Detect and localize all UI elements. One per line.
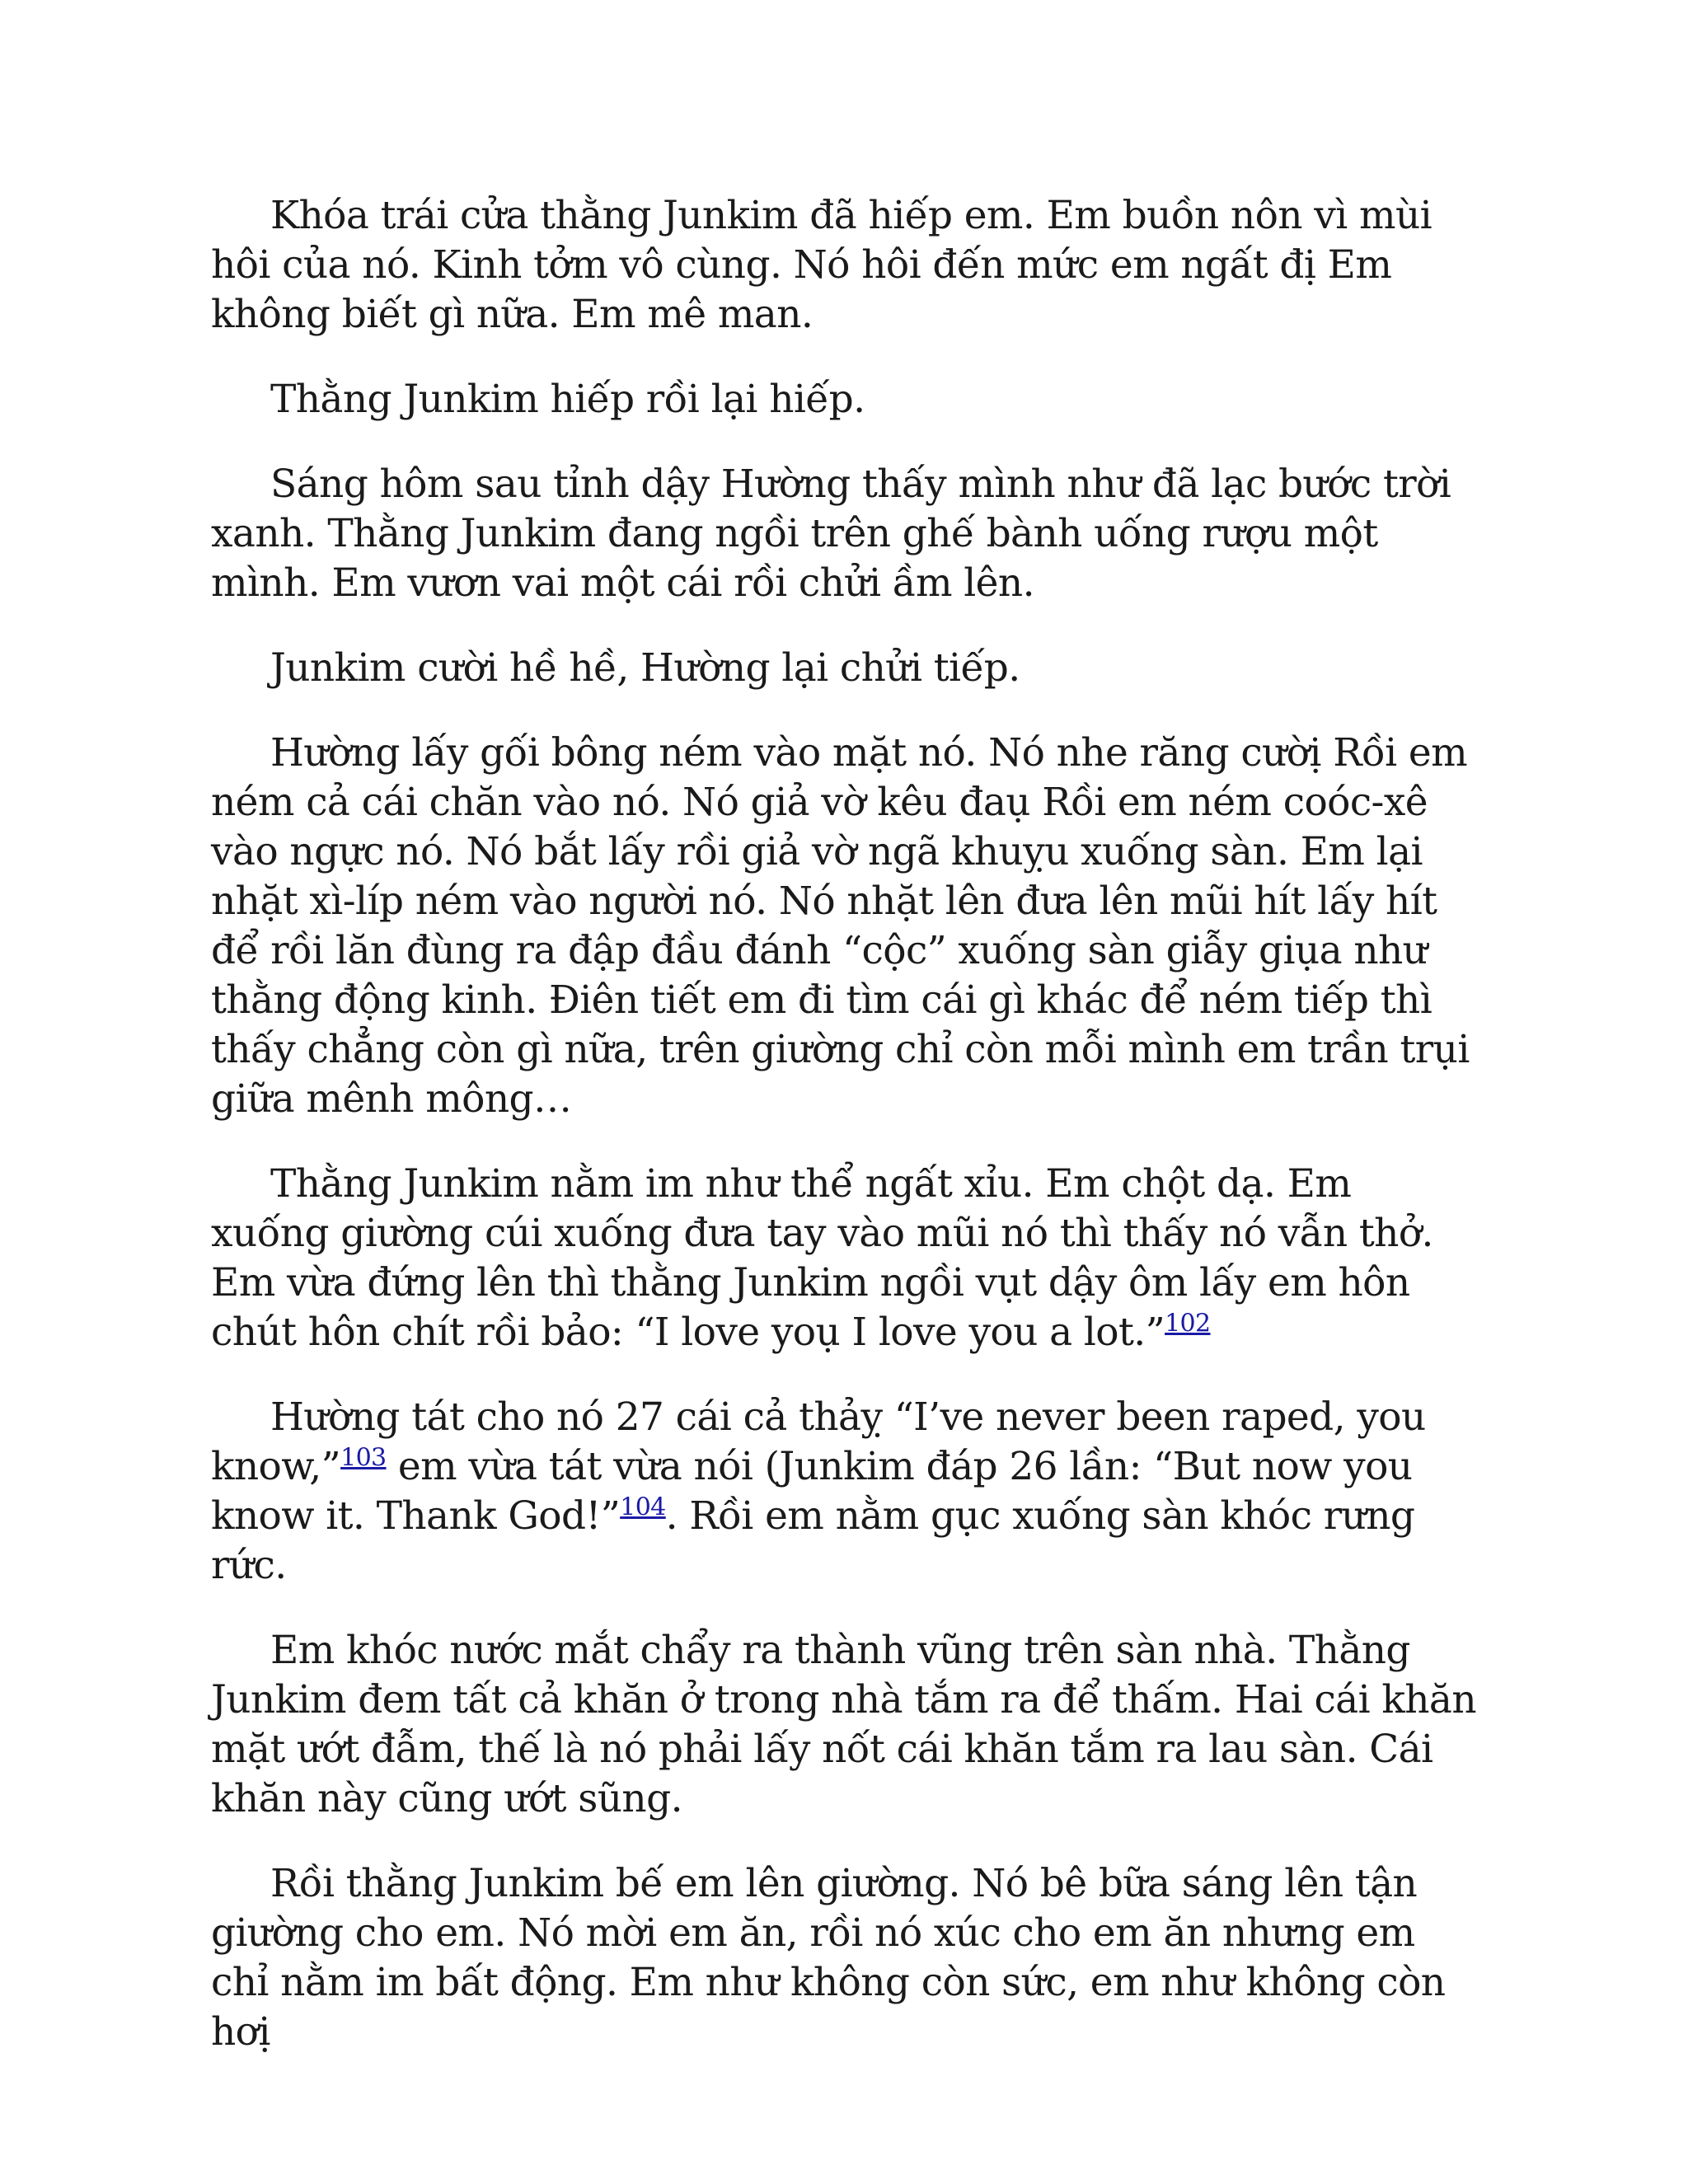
paragraph-text: Junkim cười hề hề, Hường lại chửi tiếp. bbox=[270, 645, 1020, 691]
paragraph-text: Em khóc nước mắt chẩy ra thành vũng trên sàn nhà. Thằng Junkim đem tất cả khăn ở trong nhà tắm ra để thấm. Hai cái khăn mặt ướt đẫm, thế là nó phải lấy nốt cái khăn tắm ra lau sàn. Cái khăn này cũng ướt sũng. bbox=[211, 1628, 1477, 1821]
footnote-link-104[interactable]: 104 bbox=[620, 1493, 666, 1522]
paragraph-text: . Rồi em nằm gục xuống sàn khóc rưng rức. bbox=[211, 1493, 1415, 1588]
footnote-link-103[interactable]: 103 bbox=[340, 1443, 387, 1473]
paragraph bbox=[211, 1859, 1480, 2057]
paragraph bbox=[211, 375, 1480, 424]
paragraph bbox=[211, 191, 1480, 340]
paragraph-text: em vừa tát vừa nói (Junkim đáp 26 lần: “But now you know it. Thank God!” bbox=[211, 1444, 1413, 1539]
paragraph-text: Thằng Junkim hiếp rồi lại hiếp. bbox=[270, 377, 865, 422]
paragraph-text: Hường lấy gối bông ném vào mặt nó. Nó nhe răng cườị Rồi em ném cả cái chăn vào nó. Nó giả vờ kêu đaụ Rồi em ném coóc-xê vào ngực nó. Nó bắt lấy rồi giả vờ ngã khuỵu xuống sàn. Em lại nhặt xì-líp ném vào người nó. Nó nhặt lên đưa lên mũi hít lấy hít để rồi lăn đùng ra đập đầu đánh “cộc” xuống sàn giẫy giụa như thằng động kinh. Điên tiết em đi tìm cái gì khác để ném tiếp thì thấy chẳng còn gì nữa, trên giường chỉ còn mỗi mình em trần trụi giữa mênh mông… bbox=[211, 730, 1470, 1122]
paragraph-text: Rồi thằng Junkim bế em lên giường. Nó bê bữa sáng lên tận giường cho em. Nó mời em ăn, rồi nó xúc cho em ăn nhưng em chỉ nằm im bất động. Em như không còn sức, em như không còn hơị bbox=[211, 1861, 1446, 2055]
paragraph bbox=[211, 729, 1480, 1124]
paragraph-text: Thằng Junkim nằm im như thể ngất xỉu. Em chột dạ. Em xuống giường cúi xuống đưa tay vào mũi nó thì thấy nó vẫn thở. Em vừa đứng lên thì thằng Junkim ngồi vụt dậy ôm lấy em hôn chút hôn chít rồi bảo: “I love yoụ I love you a lot.” bbox=[211, 1161, 1433, 1355]
paragraph-text: Sáng hôm sau tỉnh dậy Hường thấy mình như đã lạc bước trời xanh. Thằng Junkim đang ngồi trên ghế bành uống rượu một mình. Em vươn vai một cái rồi chửi ầm lên. bbox=[211, 462, 1451, 606]
footnote-link-102[interactable]: 102 bbox=[1165, 1309, 1211, 1338]
paragraph-text: Hường tát cho nó 27 cái cả thảỵ “I’ve never been raped, you know,” bbox=[211, 1394, 1426, 1489]
paragraph bbox=[211, 1160, 1480, 1357]
paragraph-text: Khóa trái cửa thằng Junkim đã hiếp em. Em buồn nôn vì mùi hôi của nó. Kinh tởm vô cùng. Nó hôi đến mức em ngất đị Em không biết gì nữa. Em mê man. bbox=[211, 193, 1432, 337]
paragraph bbox=[211, 1393, 1480, 1591]
paragraph bbox=[211, 460, 1480, 608]
paragraph bbox=[211, 1626, 1480, 1824]
document-body bbox=[211, 191, 1480, 2093]
paragraph bbox=[211, 644, 1480, 693]
